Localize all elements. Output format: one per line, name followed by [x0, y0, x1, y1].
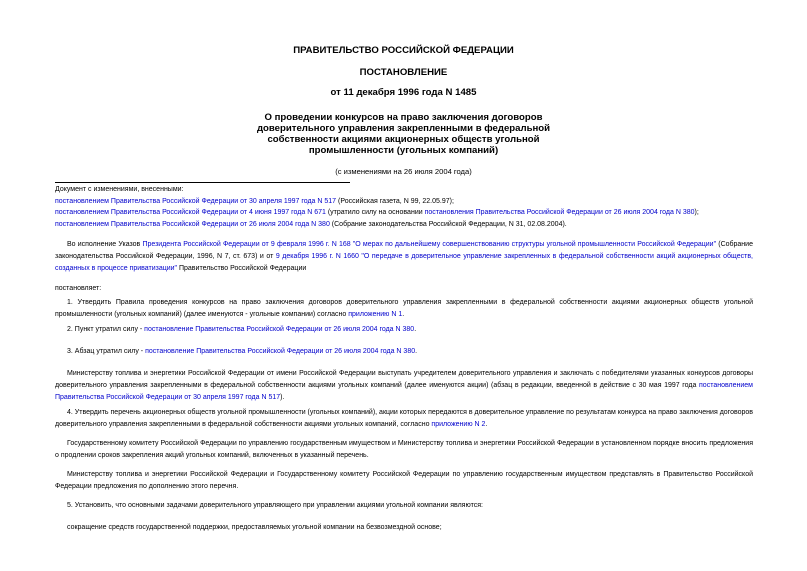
title-line: промышленности (угольных компаний)	[308, 145, 499, 156]
paragraph-ministry-2	[55, 469, 753, 493]
amendments-intro: Документ с изменениями, внесенными:	[55, 186, 184, 193]
amendments-block	[55, 182, 755, 230]
paragraph-text: 3. Абзац утратил силу -	[67, 348, 146, 355]
revision-note: (с изменениями на 26 июля 2004 года)	[335, 167, 472, 176]
paragraph-text: .	[415, 348, 418, 355]
amendment-item	[55, 219, 755, 231]
paragraph-text: 2. Пункт утратил силу -	[67, 326, 145, 333]
paragraph-committee	[55, 438, 753, 462]
appendix-1-link[interactable]: приложению N 1	[348, 311, 403, 318]
paragraph-text: 1. Утвердить Правила проведения конкурсов на право заключения договоров доверительного управления закрепленными в федеральной собственности акциями акционерных обществ угольной промышленности (угольных компаний) (далее именуются - угольные компании) согласно	[55, 299, 753, 318]
preamble-paragraph	[55, 239, 753, 275]
amendment-note: (утратило силу на основании	[325, 209, 425, 216]
paragraph-text: Министерству топлива и энергетики Российской Федерации от имени Российской Федерации выступать учредителем доверительного управления и заключать с победителями указанных конкурсов договоры доверительного управления закрепленными в федеральной собственности акциями угольных компаний (далее именуются акции) (абзац в редакции, введенной в действие с 30 мая 1997 года	[55, 370, 753, 389]
date-heading: от 11 декабря 1996 года N 1485	[330, 87, 477, 98]
resolution-380-link[interactable]: постановление Правительства Российской Федерации от 26 июля 2004 года N 380	[145, 348, 416, 355]
preamble-text: Во исполнение Указов	[67, 241, 143, 248]
decree-link-168[interactable]: Президента Российской Федерации от 9 февраля 1996 г. N 168 "О мерах по дальнейшему совершенствованию структуры угольной промышленности Российской Федерации"	[142, 241, 717, 248]
title-line: собственности акциями акционерных обществ угольной	[267, 134, 540, 145]
preamble-text: Правительство Российской Федерации	[177, 265, 307, 272]
paragraph-text: Государственному комитету Российской Федерации по управлению государственным имуществом и Министерству топлива и энергетики Российской Федерации в установленном порядке вносить предложения о продлении сроков закрепления акций угольных компаний, включенных в указанный перечень.	[55, 440, 753, 459]
paragraph-4	[55, 407, 753, 431]
paragraph-text: ).	[280, 394, 285, 401]
paragraph-text: .	[402, 311, 405, 318]
resolution-380-link[interactable]: постановление Правительства Российской Федерации от 26 июля 2004 года N 380	[144, 326, 415, 333]
amendment-link-517[interactable]: постановлением Правительства Российской Федерации от 30 апреля 1997 года N 517	[55, 197, 337, 205]
amendment-link-380[interactable]: постановлением Правительства Российской Федерации от 26 июля 2004 года N 380	[55, 220, 330, 228]
paragraph-text: сокращение средств государственной поддержки, предоставляемых угольной компании на безвозмездной основе;	[67, 524, 442, 531]
paragraph-text: 4. Утвердить перечень акционерных обществ угольной промышленности (угольных компаний), акции которых передаются в доверительное управление по результатам конкурса на право заключения договоров доверительного управления закрепленными в федеральной собственности акциями угольных компаний, согласно	[55, 409, 753, 428]
paragraph-text: Министерству топлива и энергетики Российской Федерации и Государственному комитету Российской Федерации по управлению государственным имуществом представлять в Правительство Российской Федерации предложения по дополнению этого перечня.	[55, 471, 753, 490]
title-line: О проведении конкурсов на право заключения договоров	[264, 112, 543, 123]
amendment-item	[55, 207, 755, 219]
amendment-item	[55, 196, 755, 208]
doc-type-heading: ПОСТАНОВЛЕНИЕ	[359, 67, 448, 78]
paragraph-1	[55, 297, 753, 321]
paragraph-text: 5. Установить, что основными задачами доверительного управляющего при управлении акциями угольной компании являются:	[67, 502, 483, 509]
paragraph-text: .	[485, 421, 488, 428]
title-line: доверительного управления закрепленными в федеральной	[256, 123, 551, 134]
appendix-2-link[interactable]: приложению N 2	[431, 421, 486, 428]
preamble-text: (Собрание законодательства Российской Федерации, 1996, N 7, ст. 673) и от	[55, 241, 753, 260]
paragraph-ministry	[55, 368, 753, 404]
resolves-label: постановляет:	[55, 285, 102, 292]
document-title	[150, 112, 657, 156]
paragraph-3	[55, 346, 753, 358]
paragraph-5	[55, 500, 753, 512]
amendment-note: (Российская газета, N 99, 22.05.97);	[336, 197, 454, 205]
paragraph-2	[55, 324, 753, 336]
resolution-517-link[interactable]: постановлением Правительства Российской Федерации от 30 апреля 1997 года N 517	[55, 382, 753, 401]
amendment-link-380[interactable]: постановления Правительства Российской Федерации от 26 июля 2004 года N 380	[424, 209, 695, 216]
amendment-link-671[interactable]: постановлением Правительства Российской Федерации от 4 июня 1997 года N 671	[55, 209, 326, 216]
amendment-note: );	[694, 209, 699, 216]
government-heading: ПРАВИТЕЛЬСТВО РОССИЙСКОЙ ФЕДЕРАЦИИ	[293, 45, 514, 56]
paragraph-text: .	[414, 326, 417, 333]
paragraph-5-item	[55, 522, 753, 534]
divider	[55, 182, 350, 183]
decree-link-1660[interactable]: 9 декабря 1996 г. N 1660 "О передаче в доверительное управление закрепленных в федеральной собственности акций акционерных обществ, созданных в процессе приватизации"	[55, 253, 753, 272]
amendment-note: (Собрание законодательства Российской Федерации, N 31, 02.08.2004).	[329, 220, 567, 228]
